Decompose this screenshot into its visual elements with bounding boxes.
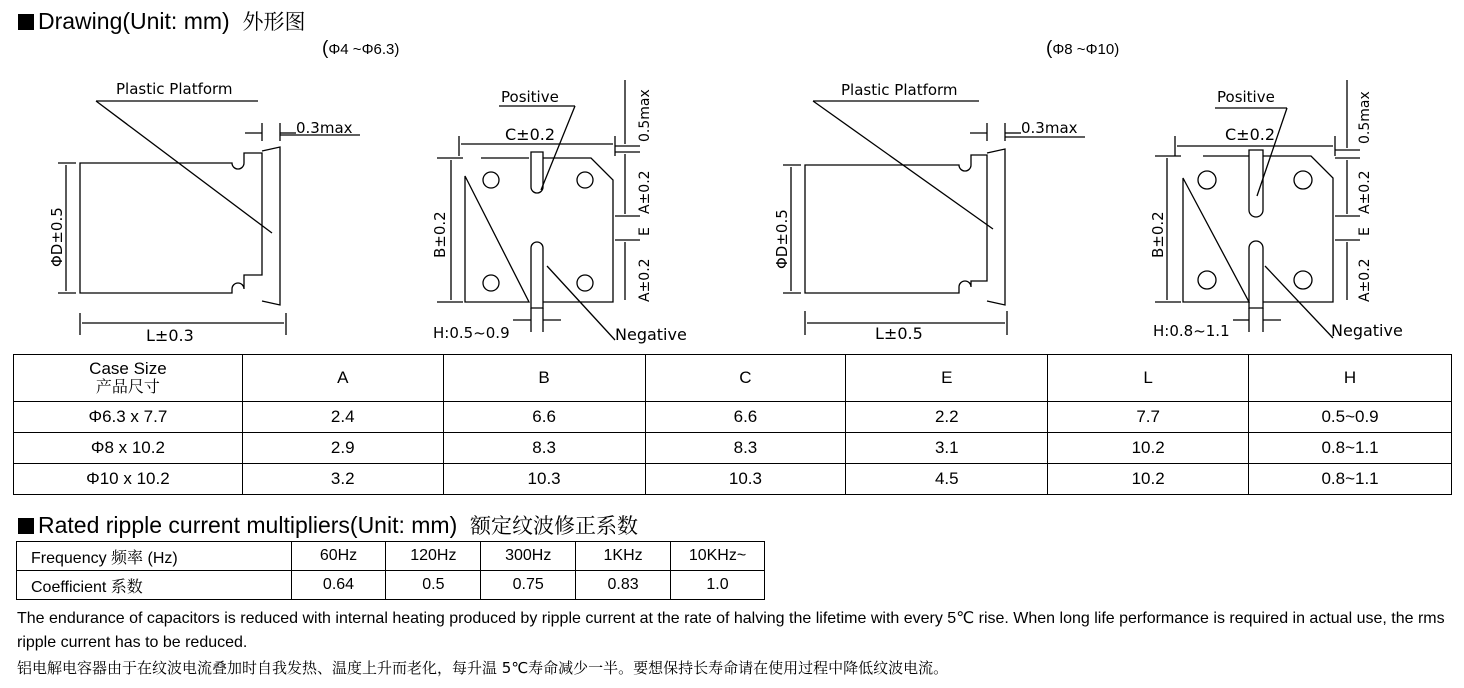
platform-max-label-large: 0.3max: [1021, 119, 1078, 137]
table-cell: 2.2: [846, 402, 1048, 433]
column-header: B: [443, 355, 645, 402]
drawing-section-title: Drawing(Unit: mm) 外形图: [18, 6, 305, 36]
terminal-max-label: 0.5max: [637, 89, 653, 142]
case-size-header: Case Size 产品尺寸: [14, 355, 243, 402]
column-header: C: [645, 355, 846, 402]
column-header: L: [1048, 355, 1249, 402]
negative-terminal: [531, 242, 543, 308]
small-case-range: (Φ4 ~Φ6.3): [322, 38, 400, 59]
table-cell: 7.7: [1048, 402, 1249, 433]
table-cell: 8.3: [645, 433, 846, 464]
frequency-label: Frequency 频率 (Hz): [17, 542, 292, 571]
e-dimension-label: E: [637, 227, 653, 236]
coefficient-cell: 0.83: [576, 571, 671, 600]
coefficient-cell: 0.5: [386, 571, 481, 600]
width-c-label: C±0.2: [505, 125, 556, 144]
table-cell: 10.2: [1048, 464, 1249, 495]
table-header-row: [14, 355, 1452, 402]
positive-label-large: Positive: [1217, 88, 1275, 106]
endurance-note-english: The endurance of capacitors is reduced with internal heating produced by ripple current at the rate of halving the lifetime with every 5℃ rise. When long life performance is required in actual use, the rms ripple current has to be reduced.: [17, 610, 1445, 651]
table-cell: 6.6: [443, 402, 645, 433]
h-dimension-label: H:0.5~0.9: [433, 324, 510, 342]
length-label-large: L±0.5: [875, 324, 923, 343]
case-size-cell: Φ8 x 10.2: [14, 433, 243, 464]
base-outline-large: [1183, 156, 1333, 302]
side-view-small-drawing: [40, 75, 353, 350]
table-cell: 3.1: [846, 433, 1048, 464]
coefficient-label: Coefficient 系数: [17, 571, 292, 600]
coefficient-row: [17, 571, 765, 600]
e-dimension-label-large: E: [1357, 227, 1373, 236]
table-cell: 3.2: [242, 464, 443, 495]
bottom-view-large-drawing: [1145, 80, 1435, 350]
table-cell: 8.3: [443, 433, 645, 464]
dimensions-table: [13, 354, 1452, 495]
column-header: A: [242, 355, 443, 402]
frequency-cell: 1KHz: [576, 542, 671, 571]
capacitor-body-side: [80, 153, 262, 293]
table-row: [14, 402, 1452, 433]
table-cell: 0.5~0.9: [1249, 402, 1452, 433]
table-cell: 10.3: [645, 464, 846, 495]
base-outline: [465, 158, 613, 302]
column-header: H: [1249, 355, 1452, 402]
platform-max-label: 0.3max: [296, 119, 353, 137]
height-b-label: B±0.2: [431, 211, 449, 258]
length-label: L±0.3: [146, 326, 194, 345]
endurance-note-chinese: 铝电解电容器由于在纹波电流叠加时自我发热、温度上升而老化，每升温 5℃寿命减少一半。要想保持长寿命请在使用过程中降低纹波电流。: [17, 659, 949, 677]
width-c-label-large: C±0.2: [1225, 125, 1276, 144]
negative-terminal-large: [1249, 241, 1263, 308]
table-cell: 2.4: [242, 402, 443, 433]
h-dimension-label-large: H:0.8~1.1: [1153, 322, 1230, 340]
capacitor-body-side-large: [805, 155, 987, 293]
column-header: E: [846, 355, 1048, 402]
ripple-multiplier-table: [16, 541, 765, 600]
negative-label-large: Negative: [1331, 321, 1403, 340]
terminal-max-label-large: 0.5max: [1357, 91, 1373, 144]
height-b-label-large: B±0.2: [1149, 211, 1167, 258]
plastic-platform-shape: [262, 147, 280, 305]
negative-label: Negative: [615, 325, 687, 344]
table-cell: 10.3: [443, 464, 645, 495]
square-bullet-icon: [18, 518, 34, 534]
ripple-section-title: Rated ripple current multipliers(Unit: mm) 额定纹波修正系数: [18, 510, 638, 540]
coefficient-cell: 1.0: [671, 571, 765, 600]
frequency-cell: 10KHz~: [671, 542, 765, 571]
table-row: [14, 464, 1452, 495]
a-dimension-label-top: A±0.2: [637, 170, 653, 214]
bottom-view-small-drawing: [425, 80, 715, 350]
diameter-label: ΦD±0.5: [48, 207, 66, 267]
case-size-cell: Φ10 x 10.2: [14, 464, 243, 495]
table-cell: 0.8~1.1: [1249, 464, 1452, 495]
case-size-cell: Φ6.3 x 7.7: [14, 402, 243, 433]
positive-label: Positive: [501, 88, 559, 106]
table-cell: 10.2: [1048, 433, 1249, 464]
side-view-large-drawing: [765, 75, 1085, 350]
square-bullet-icon: [18, 14, 34, 30]
frequency-row: [17, 542, 765, 571]
a-dimension-label-top-large: A±0.2: [1357, 170, 1373, 214]
a-dimension-label-bottom-large: A±0.2: [1357, 258, 1373, 302]
frequency-cell: 300Hz: [481, 542, 576, 571]
coefficient-cell: 0.64: [291, 571, 386, 600]
diameter-label-large: ΦD±0.5: [773, 209, 791, 269]
table-row: [14, 433, 1452, 464]
table-cell: 0.8~1.1: [1249, 433, 1452, 464]
positive-terminal: [531, 152, 543, 193]
a-dimension-label-bottom: A±0.2: [637, 258, 653, 302]
large-case-range: (Φ8 ~Φ10): [1046, 38, 1120, 59]
coefficient-cell: 0.75: [481, 571, 576, 600]
plastic-platform-label: Plastic Platform: [116, 80, 233, 98]
table-cell: 6.6: [645, 402, 846, 433]
plastic-platform-label-large: Plastic Platform: [841, 81, 958, 99]
frequency-cell: 60Hz: [291, 542, 386, 571]
frequency-cell: 120Hz: [386, 542, 481, 571]
table-cell: 4.5: [846, 464, 1048, 495]
table-cell: 2.9: [242, 433, 443, 464]
